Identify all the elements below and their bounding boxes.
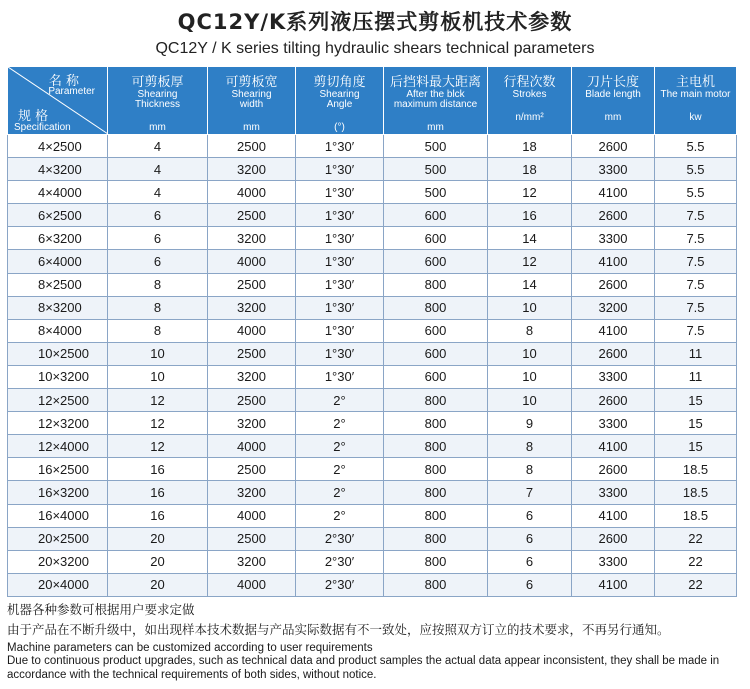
table-cell: 8 [108,273,208,296]
table-cell: 4000 [208,573,296,596]
table-cell: 3300 [572,412,655,435]
table-cell: 2° [296,389,384,412]
table-cell: 2500 [208,527,296,550]
table-cell: 7 [488,481,572,504]
table-cell: 8 [108,296,208,319]
table-cell: 22 [655,550,737,573]
table-cell: 18.5 [655,481,737,504]
table-cell: 16 [488,204,572,227]
header-label-en: Shearing Thickness [134,89,180,110]
header-label-en: After the blck maximum distance [393,89,478,110]
table-cell: 1°30′ [296,204,384,227]
model-spec-cell: 4×4000 [8,181,108,204]
table-row [8,158,737,181]
table-cell: 3200 [208,227,296,250]
model-spec-cell: 12×4000 [8,435,108,458]
table-cell: 16 [108,458,208,481]
table-cell: 4 [108,181,208,204]
table-cell: 20 [108,527,208,550]
header-label-cn: 行程次数 [503,75,556,90]
table-cell: 16 [108,504,208,527]
table-cell: 1°30′ [296,342,384,365]
header-label-en: The main motor [660,89,731,100]
table-cell: 600 [384,204,488,227]
model-spec-cell: 12×3200 [8,412,108,435]
table-cell: 20 [108,573,208,596]
table-cell: 10 [488,365,572,388]
table-cell: 5.5 [655,135,737,158]
table-cell: 8 [108,319,208,342]
header-thickness [108,67,208,135]
table-cell: 3300 [572,550,655,573]
table-cell: 600 [384,250,488,273]
table-cell: 800 [384,412,488,435]
table-row [8,481,737,504]
table-cell: 800 [384,296,488,319]
table-row [8,273,737,296]
table-cell: 800 [384,458,488,481]
header-unit: n/mm² [515,112,544,123]
table-cell: 22 [655,527,737,550]
table-cell: 1°30′ [296,250,384,273]
model-spec-cell: 8×2500 [8,273,108,296]
table-cell: 2500 [208,204,296,227]
table-cell: 3300 [572,227,655,250]
model-spec-cell: 12×2500 [8,389,108,412]
table-cell: 7.5 [655,204,737,227]
table-cell: 2°30′ [296,573,384,596]
table-row [8,458,737,481]
header-unit: mm [243,122,260,133]
table-cell: 1°30′ [296,181,384,204]
model-spec-cell: 20×4000 [8,573,108,596]
table-body [8,135,737,597]
table-cell: 800 [384,389,488,412]
note-custom-cn: 机器各种参数可根据用户要求定做 [7,602,195,617]
table-cell: 12 [488,181,572,204]
table-cell: 2600 [572,527,655,550]
table-row [8,181,737,204]
table-cell: 800 [384,481,488,504]
header-label-cn: 主电机 [675,75,715,90]
table-cell: 1°30′ [296,135,384,158]
table-cell: 10 [108,365,208,388]
model-spec-cell: 6×3200 [8,227,108,250]
header-unit: mm [149,122,166,133]
table-cell: 2° [296,412,384,435]
table-cell: 1°30′ [296,296,384,319]
table-cell: 3200 [208,365,296,388]
header-label-en: Shearing width [231,89,272,110]
table-cell: 600 [384,342,488,365]
table-cell: 3200 [208,158,296,181]
table-cell: 6 [488,550,572,573]
table-cell: 14 [488,227,572,250]
table-row [8,504,737,527]
table-cell: 10 [488,389,572,412]
table-row [8,250,737,273]
table-row [8,389,737,412]
header-label-en: Blade length [585,89,641,100]
model-spec-cell: 16×4000 [8,504,108,527]
table-cell: 8 [488,435,572,458]
table-cell: 1°30′ [296,158,384,181]
table-row [8,227,737,250]
parameters-table [7,66,737,597]
table-cell: 2600 [572,389,655,412]
table-cell: 7.5 [655,319,737,342]
table-cell: 4000 [208,250,296,273]
page-title-english: QC12Y / K series tilting hydraulic shears technical parameters [155,40,595,57]
table-cell: 3200 [208,481,296,504]
table-cell: 800 [384,527,488,550]
table-cell: 800 [384,273,488,296]
table-cell: 1°30′ [296,319,384,342]
table-cell: 2600 [572,458,655,481]
table-cell: 800 [384,550,488,573]
note-custom-en: Machine parameters can be customized according to user requirements [7,642,373,654]
table-cell: 3300 [572,481,655,504]
table-cell: 4 [108,135,208,158]
model-spec-cell: 4×2500 [8,135,108,158]
table-cell: 7.5 [655,296,737,319]
model-spec-cell: 8×4000 [8,319,108,342]
model-spec-cell: 20×2500 [8,527,108,550]
table-cell: 600 [384,365,488,388]
table-cell: 6 [488,504,572,527]
table-cell: 2° [296,481,384,504]
table-cell: 4 [108,158,208,181]
table-cell: 8 [488,319,572,342]
table-cell: 12 [108,435,208,458]
note-upgrade-cn: 由于产品在不断升级中，如出现样本技术数据与产品实际数据有不一致处，应按照双方订立的技术要求，不再另行通知。 [7,622,670,637]
page-title-chinese: QC12Y/K系列液压摆式剪板机技术参数 [177,10,573,34]
table-row [8,319,737,342]
model-spec-cell: 20×3200 [8,550,108,573]
table-cell: 8 [488,458,572,481]
header-label-cn: 后挡料最大距离 [389,75,481,90]
table-cell: 7.5 [655,250,737,273]
table-cell: 20 [108,550,208,573]
table-cell: 3200 [208,412,296,435]
table-cell: 500 [384,158,488,181]
table-cell: 18 [488,135,572,158]
table-cell: 4100 [572,435,655,458]
table-cell: 4100 [572,181,655,204]
table-cell: 4000 [208,435,296,458]
table-cell: 4100 [572,504,655,527]
header-label-cn: 剪切角度 [313,75,366,90]
header-strokes [488,67,572,135]
table-cell: 3300 [572,365,655,388]
corner-spec-cn: 规 格 [18,109,49,124]
table-cell: 7.5 [655,227,737,250]
table-row [8,204,737,227]
table-cell: 4100 [572,319,655,342]
table-cell: 800 [384,573,488,596]
header-unit: mm [604,112,622,123]
table-cell: 11 [655,365,737,388]
corner-parameter-en: Parameter [48,86,95,97]
model-spec-cell: 6×4000 [8,250,108,273]
model-spec-cell: 16×3200 [8,481,108,504]
table-cell: 12 [488,250,572,273]
table-cell: 2500 [208,342,296,365]
table-cell: 7.5 [655,273,737,296]
table-cell: 2°30′ [296,550,384,573]
table-cell: 2° [296,435,384,458]
table-cell: 3200 [572,296,655,319]
header-main-motor [655,67,737,135]
table-row [8,573,737,596]
header-backgauge [384,67,488,135]
table-cell: 2500 [208,273,296,296]
table-cell: 1°30′ [296,273,384,296]
table-cell: 2600 [572,342,655,365]
table-cell: 4100 [572,250,655,273]
header-label-cn: 可剪板宽 [225,75,278,90]
table-cell: 10 [488,342,572,365]
table-cell: 18 [488,158,572,181]
table-cell: 10 [488,296,572,319]
table-cell: 12 [108,412,208,435]
table-cell: 2500 [208,458,296,481]
header-label-en: Strokes [512,89,547,100]
table-cell: 16 [108,481,208,504]
table-cell: 3200 [208,296,296,319]
table-cell: 800 [384,504,488,527]
table-row [8,412,737,435]
header-label-en: Shearing Angle [319,89,360,110]
table-cell: 2600 [572,204,655,227]
table-cell: 15 [655,435,737,458]
header-angle [296,67,384,135]
table-cell: 4100 [572,573,655,596]
table-cell: 22 [655,573,737,596]
model-spec-cell: 6×2500 [8,204,108,227]
table-cell: 3300 [572,158,655,181]
table-cell: 600 [384,227,488,250]
corner-spec-en: Specification [14,122,71,133]
table-row [8,365,737,388]
header-width [208,67,296,135]
table-cell: 4000 [208,319,296,342]
table-cell: 14 [488,273,572,296]
header-unit: (°) [334,122,345,133]
table-cell: 6 [108,204,208,227]
table-cell: 15 [655,389,737,412]
table-cell: 2° [296,458,384,481]
table-cell: 15 [655,412,737,435]
table-cell: 2500 [208,135,296,158]
table-cell: 4000 [208,181,296,204]
table-row [8,342,737,365]
table-row [8,135,737,158]
corner-parameter-cn: 名 称 [48,74,79,89]
table-header-row [8,67,737,135]
table-cell: 6 [488,573,572,596]
table-cell: 2600 [572,273,655,296]
table-cell: 5.5 [655,158,737,181]
model-spec-cell: 10×3200 [8,365,108,388]
table-cell: 6 [488,527,572,550]
table-cell: 500 [384,135,488,158]
table-cell: 2600 [572,135,655,158]
header-corner-cell [8,67,108,135]
table-cell: 4000 [208,504,296,527]
table-cell: 12 [108,389,208,412]
table-cell: 11 [655,342,737,365]
table-cell: 2°30′ [296,527,384,550]
model-spec-cell: 4×3200 [8,158,108,181]
header-unit: mm [427,122,444,133]
table-cell: 10 [108,342,208,365]
note-upgrade-en: Due to continuous product upgrades, such as technical data and product samples the actual data appear inconsistent, they shall be made in accordance with the technical requirements of both sides, without notice. [7,655,720,681]
table-cell: 18.5 [655,458,737,481]
table-cell: 2° [296,504,384,527]
table-row [8,550,737,573]
table-cell: 1°30′ [296,365,384,388]
table-cell: 3200 [208,550,296,573]
table-cell: 500 [384,181,488,204]
model-spec-cell: 16×2500 [8,458,108,481]
model-spec-cell: 8×3200 [8,296,108,319]
table-cell: 5.5 [655,181,737,204]
table-cell: 2500 [208,389,296,412]
table-cell: 6 [108,250,208,273]
model-spec-cell: 10×2500 [8,342,108,365]
table-cell: 18.5 [655,504,737,527]
table-row [8,296,737,319]
header-label-cn: 刀片长度 [586,75,639,90]
header-label-cn: 可剪板厚 [131,75,184,90]
table-cell: 9 [488,412,572,435]
table-cell: 6 [108,227,208,250]
table-row [8,435,737,458]
table-row [8,527,737,550]
table-cell: 800 [384,435,488,458]
table-cell: 1°30′ [296,227,384,250]
header-blade-length [572,67,655,135]
header-unit: kw [689,112,702,123]
table-cell: 600 [384,319,488,342]
